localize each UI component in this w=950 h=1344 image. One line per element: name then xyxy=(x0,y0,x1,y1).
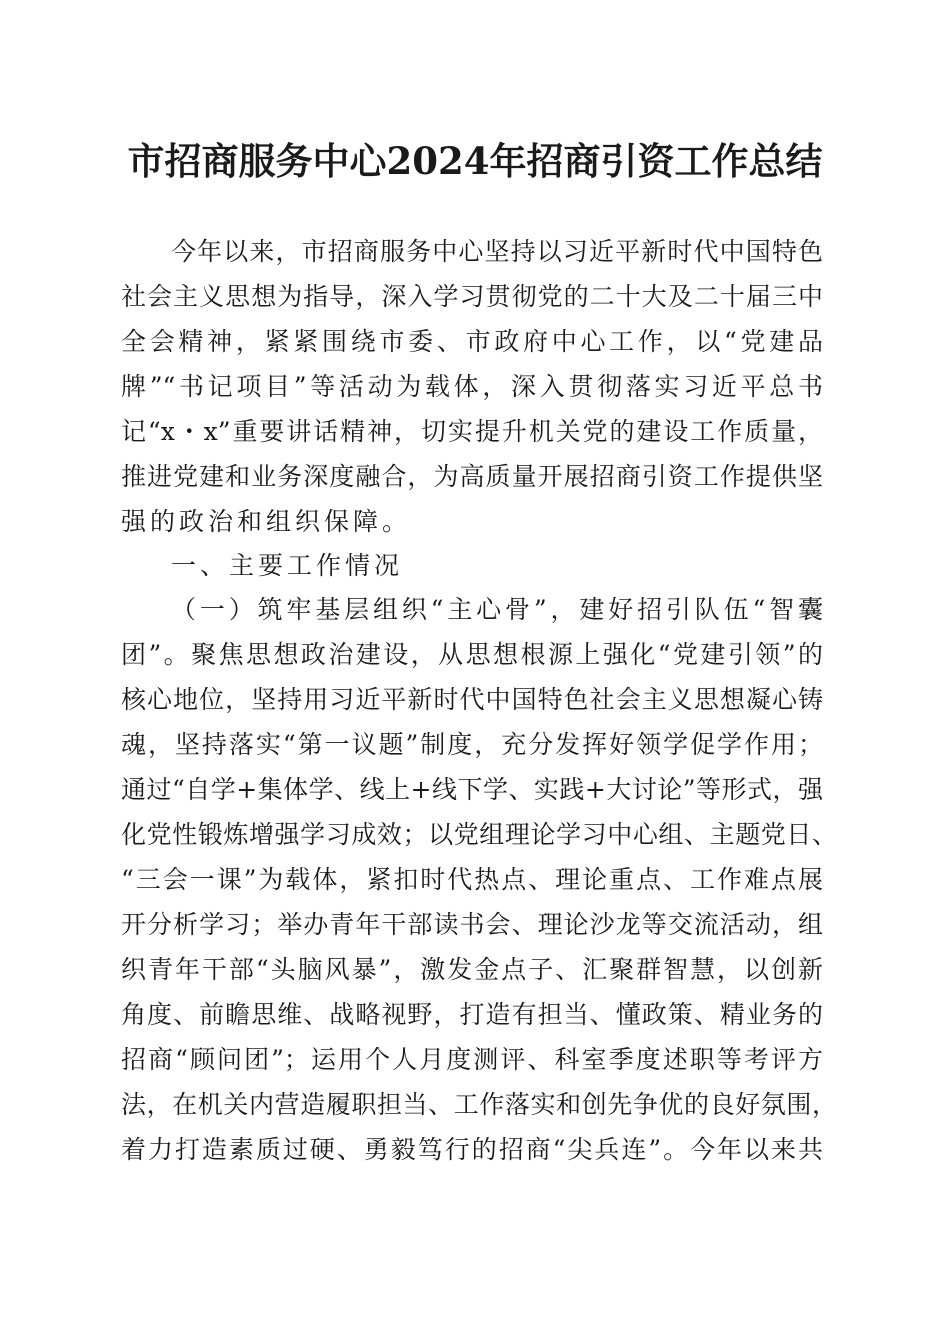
paragraph-line: 牌”“书记项目”等活动为载体，深入贯彻落实习近平总书 xyxy=(121,372,823,401)
document-title: 市招商服务中心2024年招商引资工作总结 xyxy=(127,139,823,183)
paragraph-line: （一）筑牢基层组织“主心骨”，建好招引队伍“智囊 xyxy=(171,595,823,624)
paragraph-line: 着力打造素质过硬、勇毅笃行的招商“尖兵连”。今年以来共 xyxy=(121,1135,823,1164)
paragraph-line: 记“x・x”重要讲话精神，切实提升机关党的建设工作质量， xyxy=(121,417,823,446)
paragraph-line: 招商“顾问团”；运用个人月度测评、科室季度述职等考评方 xyxy=(121,1045,823,1074)
paragraph-line: 魂，坚持落实“第一议题”制度，充分发挥好领学促学作用； xyxy=(121,730,823,759)
paragraph-line: 法，在机关内营造履职担当、工作落实和创先争优的良好氛围， xyxy=(121,1090,837,1119)
paragraph-line: 织青年干部“头脑风暴”，激发金点子、汇聚群智慧，以创新 xyxy=(121,955,823,984)
paragraph-line: 开分析学习；举办青年干部读书会、理论沙龙等交流活动，组 xyxy=(121,910,823,939)
paragraph-line: 强的政治和组织保障。 xyxy=(121,507,412,536)
paragraph-line: 团”。聚焦思想政治建设，从思想根源上强化“党建引领”的 xyxy=(121,640,823,669)
paragraph-line: 社会主义思想为指导，深入学习贯彻党的二十大及二十届三中 xyxy=(121,282,823,311)
section-heading: 一、主要工作情况 xyxy=(171,551,404,580)
paragraph-line: “三会一课”为载体，紧扣时代热点、理论重点、工作难点展 xyxy=(121,865,823,894)
paragraph-line: 通过“自学+集体学、线上+线下学、实践+大讨论”等形式，强 xyxy=(121,775,823,804)
paragraph-line: 角度、前瞻思维、战略视野，打造有担当、懂政策、精业务的 xyxy=(121,1000,823,1029)
paragraph-line: 核心地位，坚持用习近平新时代中国特色社会主义思想凝心铸 xyxy=(121,685,823,714)
paragraph-line: 推进党建和业务深度融合，为高质量开展招商引资工作提供坚 xyxy=(121,462,823,491)
paragraph-line: 化党性锻炼增强学习成效；以党组理论学习中心组、主题党日、 xyxy=(121,820,837,849)
paragraph-line: 今年以来，市招商服务中心坚持以习近平新时代中国特色 xyxy=(171,237,823,266)
paragraph-line: 全会精神，紧紧围绕市委、市政府中心工作，以“党建品 xyxy=(121,327,823,356)
